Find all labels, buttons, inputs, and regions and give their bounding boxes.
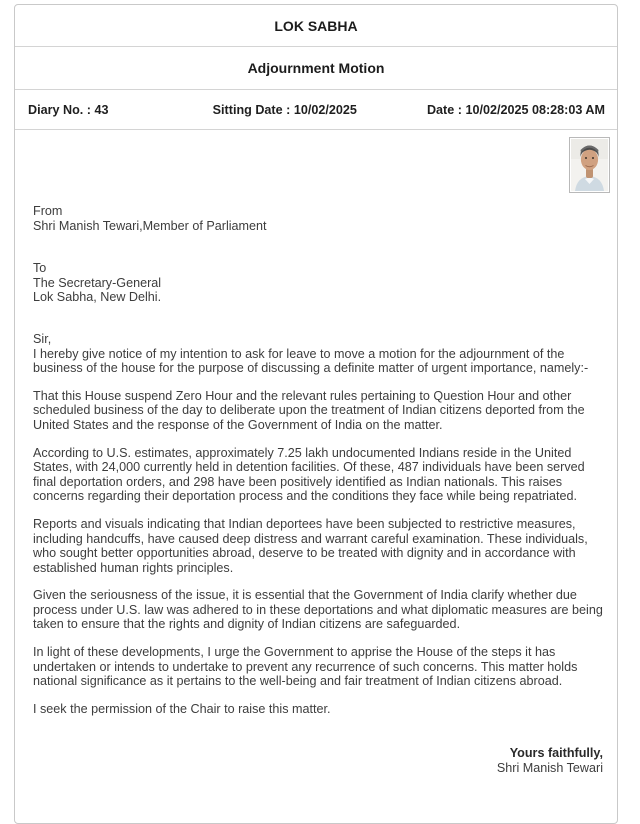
signature-name: Shri Manish Tewari xyxy=(496,761,603,776)
to-block xyxy=(33,261,603,305)
diary-number: Diary No. : 43 xyxy=(28,102,109,117)
motion-type-title: Adjournment Motion xyxy=(247,60,385,76)
closing-line: Yours faithfully, xyxy=(509,746,603,761)
from-label: From xyxy=(33,204,63,218)
letter-text xyxy=(33,204,603,776)
member-photo xyxy=(569,137,610,193)
title-row xyxy=(15,5,617,47)
to-address: Lok Sabha, New Delhi. xyxy=(33,290,162,305)
member-portrait-illustration xyxy=(571,139,608,191)
paragraph-motion: That this House suspend Zero Hour and the relevant rules pertaining to Question Hour and other scheduled business of the day to deliberate upon the treatment of Indian citizens deported from the United States and the response of the Government of India on the matter. xyxy=(33,388,585,432)
meta-row xyxy=(15,90,617,130)
paragraph-seriousness: Given the seriousness of the issue, it is essential that the Government of India clarify whether due process under U.S. law was adhered to in these deportations and what diplomatic measures are being taken to ensure that the rights and dignity of Indian citizens are safeguarded. xyxy=(33,588,603,632)
paragraph-reports: Reports and visuals indicating that Indian deportees have been subjected to restrictive measures, including handcuffs, have caused deep distress and warrant careful examination. These individuals, who sought better opportunities abroad, deserve to be treated with dignity and in accordance with established human rights principles. xyxy=(33,516,588,575)
letter-body xyxy=(15,130,617,776)
paragraph-urge: In light of these developments, I urge the Government to apprise the House of the steps it has undertaken or intends to undertake to prevent any recurrence of such concerns. This matter holds national significance as it pertains to the well-being and fair treatment of Indian citizens abroad. xyxy=(33,645,578,689)
subtitle-row xyxy=(15,47,617,90)
to-recipient: The Secretary-General xyxy=(33,275,162,290)
submission-date: Date : 10/02/2025 08:28:03 AM xyxy=(426,102,605,117)
paragraph-estimates: According to U.S. estimates, approximately 7.25 lakh undocumented Indians reside in the United States, with 24,000 currently held in detention facilities. Of these, 487 individuals have been served final deportation orders, and 298 have been positively identified as Indian nationals. This raises concerns regarding their deportation process and the conditions they face while being repatriated. xyxy=(33,445,585,504)
from-name: Shri Manish Tewari,Member of Parliament xyxy=(33,218,267,233)
sitting-date: Sitting Date : 10/02/2025 xyxy=(212,102,357,117)
paragraph-notice: I hereby give notice of my intention to ask for leave to move a motion for the adjournment of the business of the house for the purpose of discussing a definite matter of urgent importance, namely:- xyxy=(33,346,589,376)
salutation: Sir, xyxy=(33,331,52,346)
paragraph-permission: I seek the permission of the Chair to raise this matter. xyxy=(33,701,331,716)
to-label: To xyxy=(33,261,47,276)
from-block xyxy=(33,204,603,233)
document-sheet xyxy=(14,4,618,824)
page-title: LOK SABHA xyxy=(274,17,358,34)
